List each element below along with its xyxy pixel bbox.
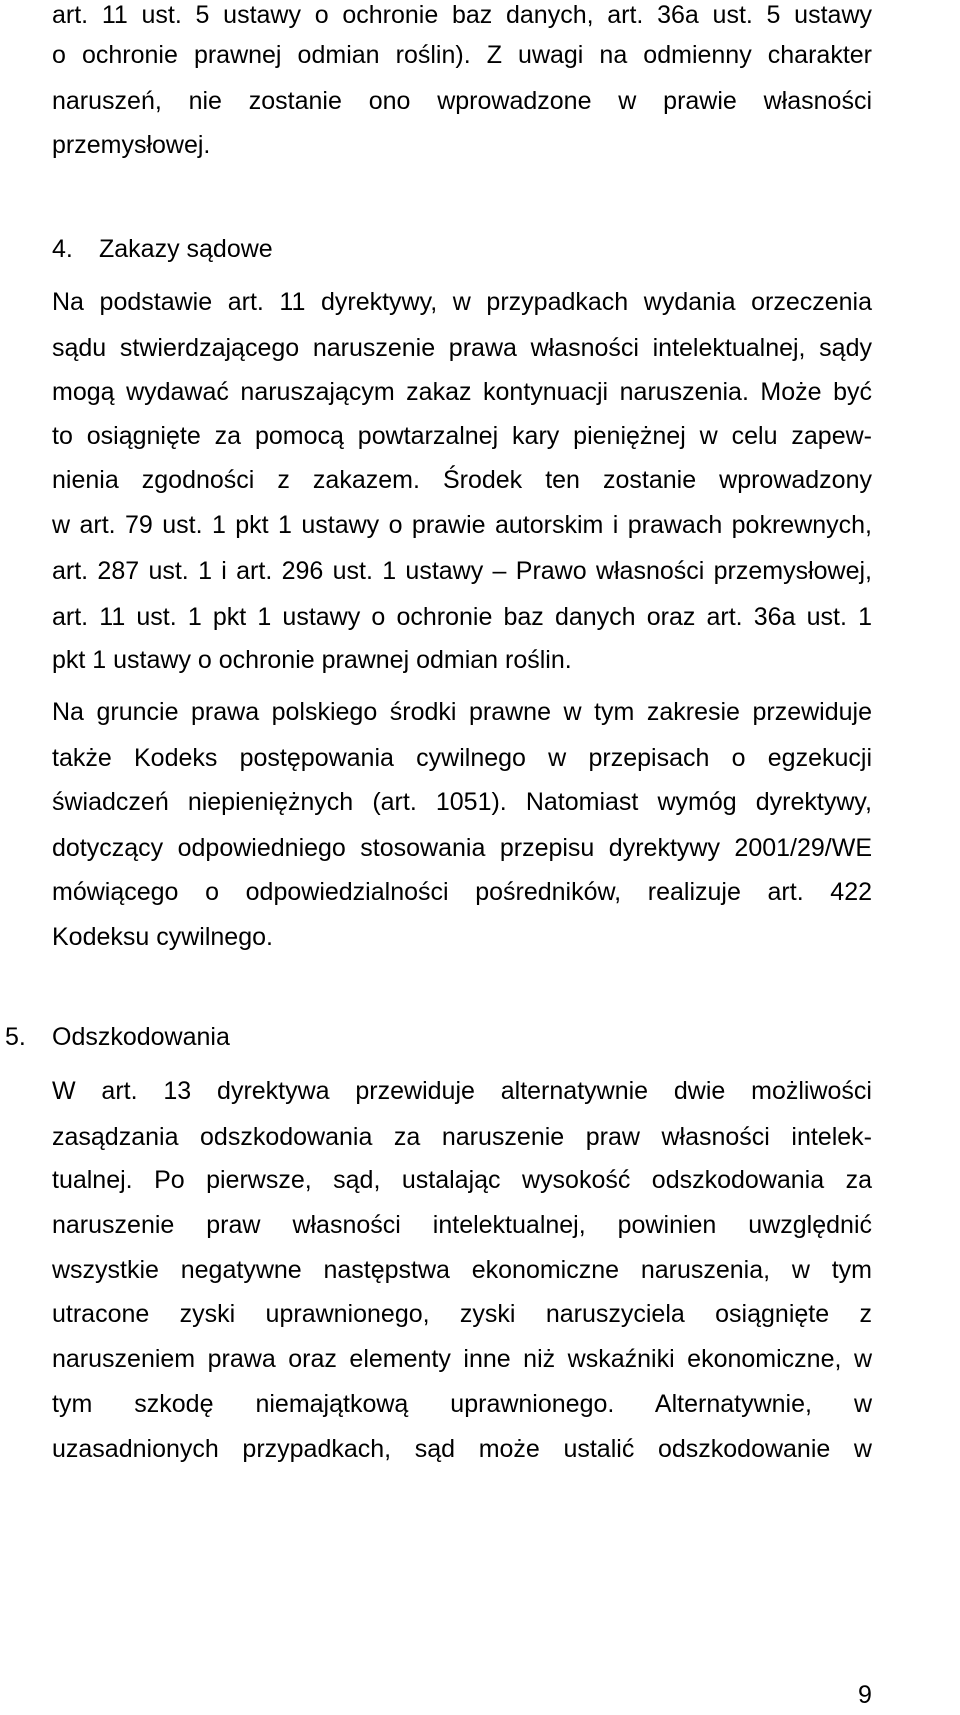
text-line: przemysłowej.: [52, 131, 211, 159]
section-number: 5.: [5, 1023, 26, 1051]
text-line: Na podstawie art. 11 dyrektywy, w przypadkach wydania orzeczenia: [52, 288, 872, 316]
text-line: zasądzania odszkodowania za naruszenie praw własności intelek-: [52, 1123, 872, 1151]
text-line: pkt 1 ustawy o ochronie prawnej odmian roślin.: [52, 646, 572, 674]
text-line: nienia zgodności z zakazem. Środek ten zostanie wprowadzony: [52, 466, 872, 494]
text-line: art. 11 ust. 1 pkt 1 ustawy o ochronie baz danych oraz art. 36a ust. 1: [52, 603, 872, 631]
text-line: Kodeksu cywilnego.: [52, 923, 273, 951]
text-line: W art. 13 dyrektywa przewiduje alternatywnie dwie możliwości: [52, 1077, 872, 1105]
text-line: mówiącego o odpowiedzialności pośredników, realizuje art. 422: [52, 878, 872, 906]
section-number: 4.: [52, 235, 73, 263]
text-line: naruszeń, nie zostanie ono wprowadzone w prawie własności: [52, 87, 872, 115]
text-line: świadczeń niepieniężnych (art. 1051). Natomiast wymóg dyrektywy,: [52, 788, 872, 816]
section-heading: [5, 1022, 872, 1052]
text-line: dotyczący odpowiedniego stosowania przepisu dyrektywy 2001/29/WE: [52, 834, 872, 862]
text-line: o ochronie prawnej odmian roślin). Z uwagi na odmienny charakter: [52, 41, 872, 69]
text-line: tualnej. Po pierwsze, sąd, ustalając wysokość odszkodowania za: [52, 1166, 872, 1194]
text-line: sądu stwierdzającego naruszenie prawa własności intelektualnej, sądy: [52, 334, 872, 362]
text-line: także Kodeks postępowania cywilnego w przepisach o egzekucji: [52, 744, 872, 772]
text-line: w art. 79 ust. 1 pkt 1 ustawy o prawie autorskim i prawach pokrewnych,: [52, 511, 872, 539]
text-line: art. 11 ust. 5 ustawy o ochronie baz danych, art. 36a ust. 5 ustawy: [52, 1, 872, 29]
text-line: naruszeniem prawa oraz elementy inne niż wskaźniki ekonomiczne, w: [52, 1345, 872, 1373]
text-line: naruszenie praw własności intelektualnej, powinien uwzględnić: [52, 1211, 872, 1239]
text-line: Na gruncie prawa polskiego środki prawne w tym zakresie przewiduje: [52, 698, 872, 726]
text-line: mogą wydawać naruszającym zakaz kontynuacji naruszenia. Może być: [52, 378, 872, 406]
text-line: utracone zyski uprawnionego, zyski naruszyciela osiągnięte z: [52, 1300, 872, 1328]
text-line: art. 287 ust. 1 i art. 296 ust. 1 ustawy – Prawo własności przemysłowej,: [52, 557, 872, 585]
text-line: wszystkie negatywne następstwa ekonomiczne naruszenia, w tym: [52, 1256, 872, 1284]
section-heading: [52, 234, 872, 264]
text-line: to osiągnięte za pomocą powtarzalnej kary pieniężnej w celu zapew-: [52, 422, 872, 450]
section-title: Odszkodowania: [52, 1023, 230, 1051]
text-line: uzasadnionych przypadkach, sąd może ustalić odszkodowanie w: [52, 1435, 872, 1463]
text-line: tym szkodę niemajątkową uprawnionego. Alternatywnie, w: [52, 1390, 872, 1418]
page-number: 9: [858, 1681, 872, 1709]
section-title: Zakazy sądowe: [99, 235, 273, 263]
